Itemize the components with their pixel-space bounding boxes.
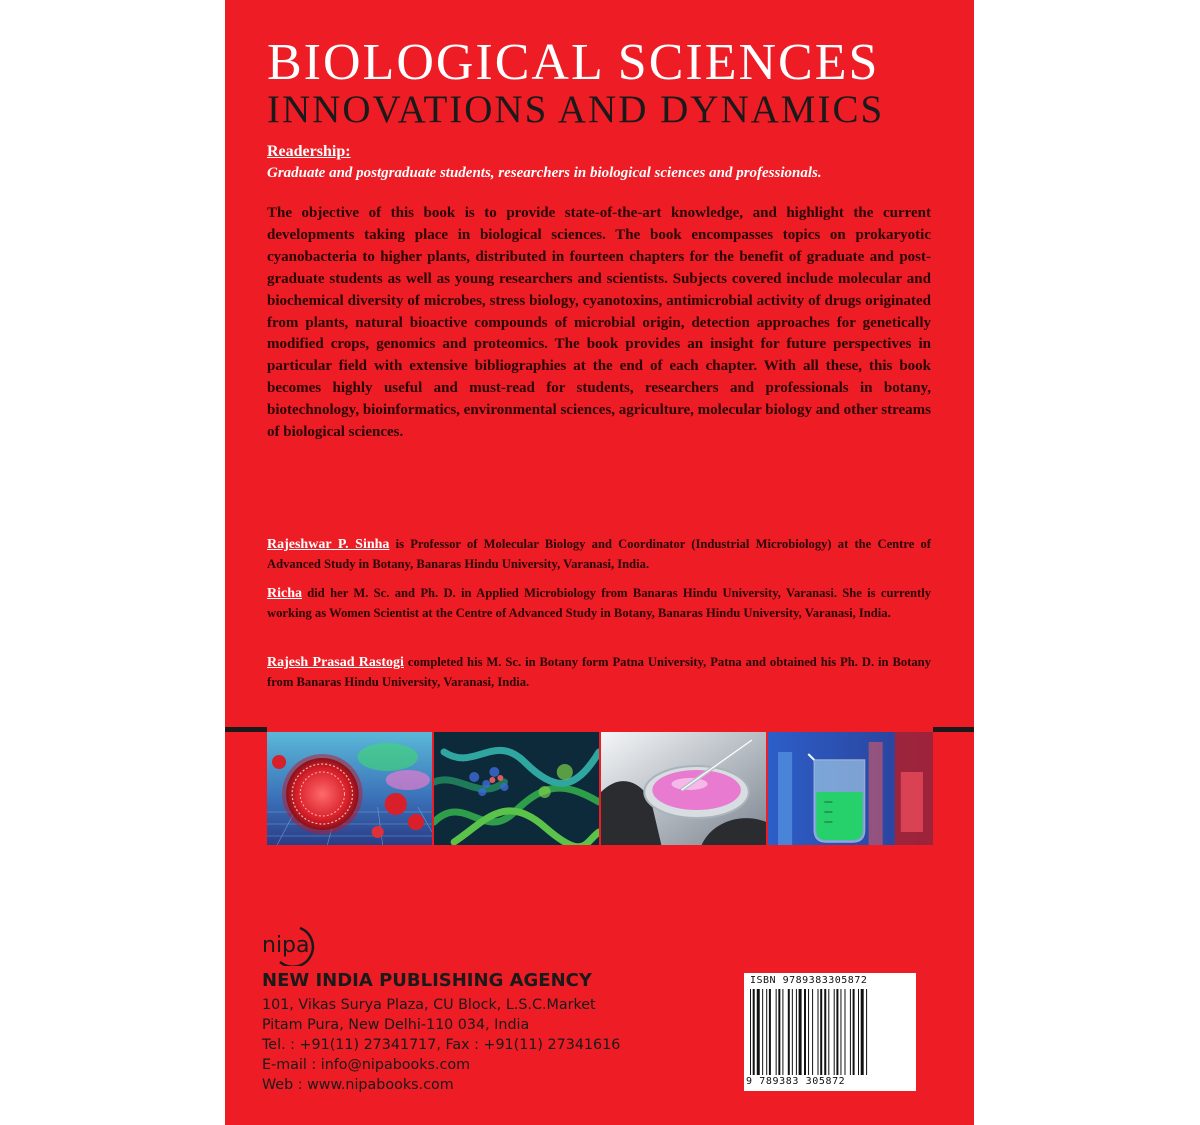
publisher-web: Web : www.nipabooks.com [262, 1077, 454, 1093]
author-name: Richa [267, 586, 302, 601]
photo-strip [267, 732, 933, 845]
divider-line-right [933, 727, 974, 732]
isbn-barcode [744, 973, 916, 1091]
barcode-bar [788, 989, 790, 1075]
barcode-bar [782, 989, 783, 1075]
publisher-email: E-mail : info@nipabooks.com [262, 1057, 471, 1073]
publisher-address-line-2: Pitam Pura, New Delhi-110 034, India [262, 1017, 530, 1033]
barcode-bar [834, 989, 835, 1075]
isbn-digits: 9 789383 305872 [746, 1076, 846, 1087]
author-bio-2 [267, 584, 931, 623]
barcode-bar [818, 989, 819, 1075]
barcode-bar [792, 989, 793, 1075]
barcode-bar [757, 989, 760, 1075]
virus-cell-image [267, 732, 432, 845]
barcode-bar [766, 989, 767, 1075]
isbn-label: ISBN 9789383305872 [750, 975, 868, 986]
barcode-bar [836, 989, 838, 1075]
barcode-bar [796, 989, 797, 1075]
readership-heading: Readership: [267, 143, 351, 160]
barcode-bar [812, 989, 813, 1075]
barcode-bar [750, 989, 751, 1075]
book-description: The objective of this book is to provide state-of-the-art knowledge, and highlight the current developments taking place in biological sciences. The book encompasses topics on prokaryotic cyanobacteria to higher plants, distributed in fourteen chapters for the benefit of graduate and post-graduate students as well as young researchers and scientists. Subjects covered include molecular and biochemical diversity of microbes, stress biology, cyanotoxins, antimicrobial activity of drugs originated from plants, natural bioactive compounds of microbial origin, detection approaches for genetically modified crops, genomics and proteomics. The book provides an insight for future perspectives in particular field with extensive bibliographies at the end of each chapter. With all these, this book becomes highly useful and must-read for students, researchers and professionals in botany, biotechnology, bioinformatics, environmental sciences, agriculture, molecular biology and other streams of biological sciences. [267, 205, 931, 441]
author-bio-text: did her M. Sc. and Ph. D. in Applied Microbiology from Banaras Hindu University, Varanasi. She is currently working as Women Scientist at the Centre of Advanced Study in Botany, Banaras Hindu University, Varanasi, India. [267, 586, 931, 620]
barcode-bar [850, 989, 851, 1075]
publisher-name: NEW INDIA PUBLISHING AGENCY [262, 970, 592, 991]
author-bio-3 [267, 653, 931, 692]
title-line-2: INNOVATIONS AND DYNAMICS [267, 88, 885, 131]
protein-structure-image [434, 732, 599, 845]
barcode-bar [845, 989, 846, 1075]
publisher-address-line-1: 101, Vikas Surya Plaza, CU Block, L.S.C.Market [262, 997, 596, 1013]
barcode-bar [858, 989, 859, 1075]
logo-text: nipa [262, 933, 310, 958]
barcode-bar [804, 989, 806, 1075]
barcode-bar [853, 989, 855, 1075]
author-name: Rajesh Prasad Rastogi [267, 655, 404, 670]
author-name: Rajeshwar P. Sinha [267, 537, 390, 552]
barcode-bar [776, 989, 777, 1075]
barcode-bar [808, 989, 809, 1075]
readership-text: Graduate and postgraduate students, researchers in biological sciences and professionals. [267, 165, 822, 181]
petri-dish-image [601, 732, 766, 845]
divider-line-left [225, 727, 267, 732]
barcode-bar [820, 989, 822, 1075]
book-back-cover [225, 0, 974, 1125]
barcode-bar [778, 989, 780, 1075]
barcode-bar [824, 989, 826, 1075]
publisher-logo [260, 922, 322, 966]
lab-glassware-image [768, 732, 933, 845]
barcode-bar [828, 989, 829, 1075]
author-bio-text: completed his M. Sc. in Botany form Patna University, Patna and obtained his Ph. D. in Botany from Banaras Hindu University, Varanasi, India. [267, 655, 931, 689]
barcode-bars [750, 989, 910, 1075]
author-bio-1 [267, 535, 931, 574]
barcode-bar [769, 989, 771, 1075]
barcode-bar [753, 989, 755, 1075]
barcode-bar [762, 989, 763, 1075]
title-line-1: BIOLOGICAL SCIENCES [267, 34, 880, 91]
barcode-bar [840, 989, 841, 1075]
barcode-bar [861, 989, 864, 1075]
barcode-bar [799, 989, 802, 1075]
publisher-phone: Tel. : +91(11) 27341717, Fax : +91(11) 27341616 [262, 1037, 621, 1053]
author-bio-text: is Professor of Molecular Biology and Coordinator (Industrial Microbiology) at the Centre of Advanced Study in Botany, Banaras Hindu University, Varanasi, India. [267, 537, 931, 571]
barcode-bar [866, 989, 867, 1075]
